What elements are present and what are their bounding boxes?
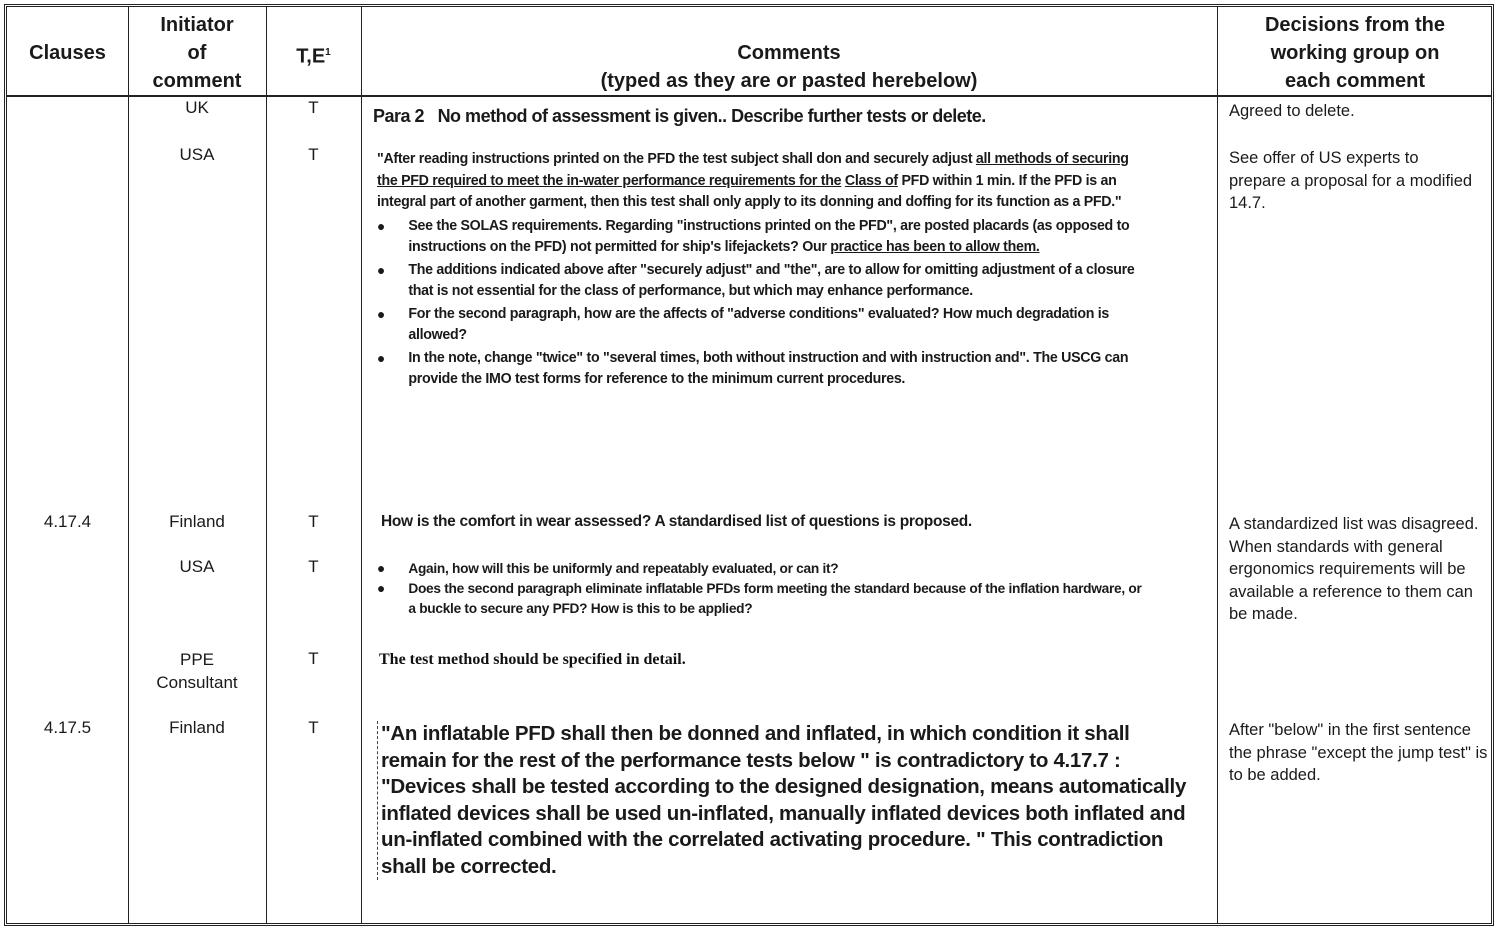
type-code: T xyxy=(308,649,319,668)
bullet-item xyxy=(377,578,1151,618)
clause-number: 4.17.4 xyxy=(43,512,92,531)
initiator-line: PPE xyxy=(179,650,215,669)
header-clauses: Clauses xyxy=(29,42,106,64)
column-divider xyxy=(361,7,362,923)
comment-label: Para 2 xyxy=(373,106,425,126)
decision-text: See offer of US experts to prepare a proposal for a modified 14.7. xyxy=(1229,149,1473,212)
header-initiator-line: comment xyxy=(152,70,242,92)
type-code: T xyxy=(308,718,319,737)
bullet-body: See the SOLAS requirements. Regarding "instructions printed on the PFD", are posted placards (as opposed to instructions on the PFD) not permitted for ship's lifejackets? Our xyxy=(408,217,1130,255)
initiator: Finland xyxy=(169,512,225,531)
header-te-label: T,E xyxy=(296,45,326,68)
quote-text: PFD within 1 min. If the PFD is an integral part of another garment, then this test shall only apply to its donning and doffing for its function as a PFD." xyxy=(377,172,1122,210)
header-comments-line: (typed as they are or pasted herebelow) xyxy=(600,70,978,92)
type-code: T xyxy=(308,98,319,117)
type-code: T xyxy=(308,557,319,576)
header-te xyxy=(266,39,361,71)
footnote-marker: 1 xyxy=(325,47,331,58)
header-divider xyxy=(7,95,1491,97)
bullet-icon: ● xyxy=(377,261,385,278)
bullet-item xyxy=(377,260,1141,303)
header-comments-line: Comments xyxy=(737,42,841,64)
decision-text: Agreed to delete. xyxy=(1229,102,1355,120)
comment-text xyxy=(377,558,1151,618)
quote-underlined: all methods of securing the PFD required to meet the in-water performance requirements for the xyxy=(377,151,1129,189)
comment-text: "An inflatable PFD shall then be donned and inflated, in which condition it shall remain for the rest of the performance tests below " is contradictory to 4.17.7 : "Devices shall be tested according to the designed designation, means automatically inflated devices shall be used un-inflated, manually inflated devices both inflated and un-inflated combined with the correlated activating procedure. " This contradiction shall be corrected. xyxy=(377,721,1187,880)
initiator: UK xyxy=(185,98,209,117)
quoted-proposal xyxy=(377,149,1141,214)
header-decisions-line: each comment xyxy=(1284,70,1426,92)
bullet-text: The additions indicated above after "securely adjust" and "the", are to allow for omitting adjustment of a closure that is not essential for the class of performance, but which may enhance performance. xyxy=(408,261,1135,299)
comment-body: No method of assessment is given.. Describe further tests or delete. xyxy=(437,106,986,126)
clause-number: 4.17.5 xyxy=(43,718,92,737)
bullet-icon: ● xyxy=(377,305,385,322)
bullet-text: Does the second paragraph eliminate inflatable PFDs form meeting the standard because of the inflation hardware, or a buckle to secure any PFD? How is this to be applied? xyxy=(408,580,1142,616)
bullet-icon: ● xyxy=(377,580,385,596)
comment-text xyxy=(373,106,1213,127)
type-code: T xyxy=(308,512,319,531)
column-divider xyxy=(1217,7,1218,923)
initiator: Finland xyxy=(169,718,225,737)
quote-text: "After reading instructions printed on the PFD the test subject shall don and securely adjust xyxy=(377,151,976,167)
header-initiator xyxy=(128,11,266,95)
initiator: USA xyxy=(179,557,215,576)
header-decisions xyxy=(1217,11,1493,95)
quote-underlined: Class of xyxy=(844,172,898,189)
decision-text: After "below" in the first sentence the phrase "except the jump test" is to be added. xyxy=(1229,721,1488,784)
header-initiator-line: of xyxy=(187,42,207,64)
bullet-text xyxy=(408,216,1141,259)
comment-text xyxy=(377,149,1141,392)
header-decisions-line: working group on xyxy=(1270,42,1440,64)
type-code: T xyxy=(308,145,319,164)
initiator xyxy=(128,648,266,694)
bullet-item xyxy=(377,558,1151,578)
header-comments xyxy=(361,39,1217,95)
header-decisions-line: Decisions from the xyxy=(1264,14,1446,36)
comments-table xyxy=(4,4,1494,926)
bullet-item xyxy=(377,216,1141,259)
bullet-text: In the note, change "twice" to "several times, both without instruction and with instruction and". The USCG can provide the IMO test forms for reference to the minimum current procedures. xyxy=(408,349,1129,387)
header-initiator-line: Initiator xyxy=(160,14,234,36)
initiator-line: Consultant xyxy=(156,673,238,692)
bullet-icon: ● xyxy=(377,560,385,576)
bullet-text: For the second paragraph, how are the affects of "adverse conditions" evaluated? How much degradation is allowed? xyxy=(408,305,1110,343)
decision-text: A standardized list was disagreed. When standards with general ergonomics requirements will be available a reference to them can be made. xyxy=(1229,515,1479,623)
bullet-item xyxy=(377,348,1141,392)
initiator: USA xyxy=(179,145,215,164)
bullet-icon: ● xyxy=(377,349,385,366)
bullet-underlined: practice has been to allow them. xyxy=(830,239,1040,255)
comment-text: How is the comfort in wear assessed? A standardised list of questions is proposed. xyxy=(381,513,972,530)
bullet-text: Again, how will this be uniformly and repeatably evaluated, or can it? xyxy=(408,560,839,576)
bullet-item xyxy=(377,304,1141,347)
bullet-icon: ● xyxy=(377,217,385,234)
comment-text: The test method should be specified in detail. xyxy=(379,651,686,668)
